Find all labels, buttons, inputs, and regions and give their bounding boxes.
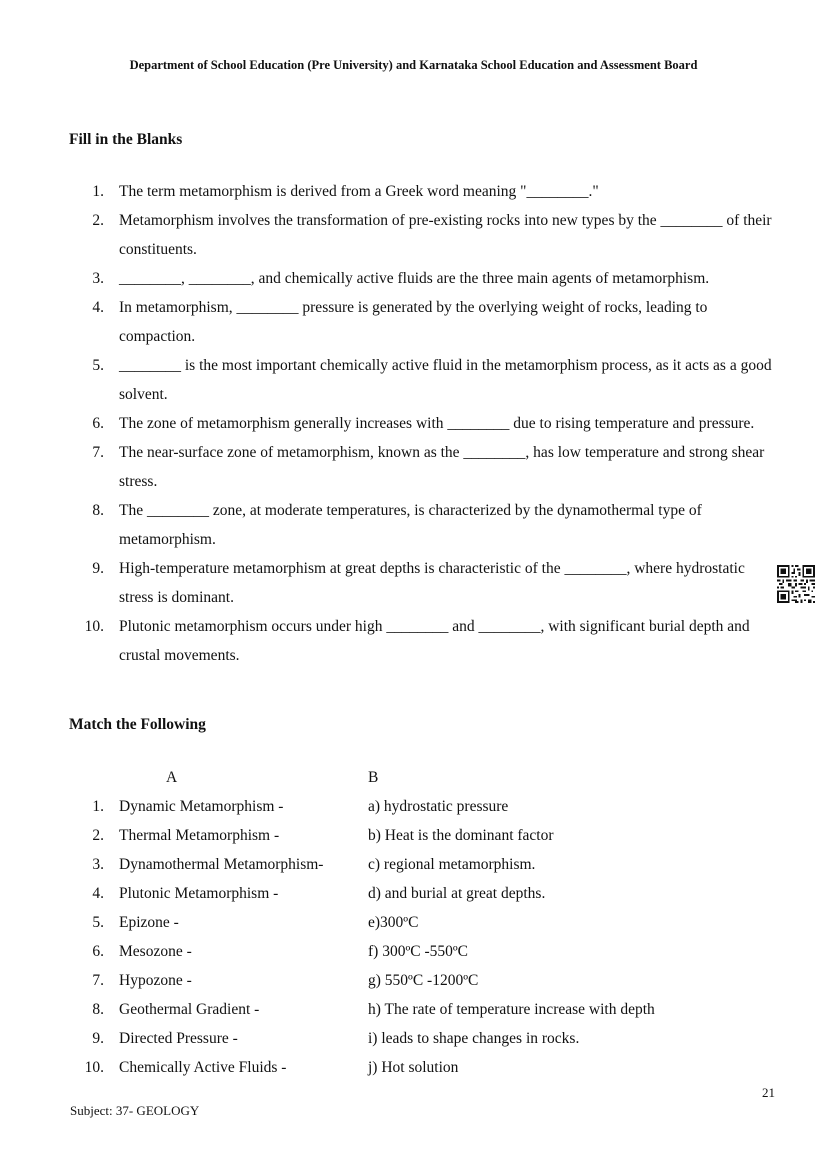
page-header: Department of School Education (Pre University) and Karnataka School Education and Assessment Board (129, 58, 698, 72)
table-row (88, 995, 778, 1024)
row-number: 2. (92, 827, 104, 844)
list-item (84, 612, 778, 670)
qr-code-icon (777, 565, 815, 603)
list-item (88, 177, 778, 206)
page-number: 21 (762, 1085, 775, 1100)
table-row (88, 850, 778, 879)
item-number: 4. (92, 299, 104, 316)
table-row (88, 792, 778, 821)
fill-in-blanks-list (84, 177, 778, 670)
column-b-cell: i) leads to shape changes in rocks. (368, 1030, 580, 1047)
column-a-cell: Dynamothermal Metamorphism- (119, 856, 324, 873)
column-b-cell: c) regional metamorphism. (368, 856, 536, 873)
match-table (84, 763, 778, 1082)
row-number: 1. (92, 798, 104, 815)
row-number: 4. (92, 885, 104, 902)
column-b-cell: h) The rate of temperature increase with depth (368, 1001, 655, 1018)
column-a-cell: Directed Pressure - (119, 1030, 238, 1047)
row-number: 7. (92, 972, 104, 989)
item-number: 1. (92, 183, 104, 200)
column-b-cell: f) 300ºC -550ºC (368, 943, 469, 960)
column-a-cell: Mesozone - (119, 943, 192, 960)
table-row (88, 937, 778, 966)
item-number: 6. (92, 415, 104, 432)
item-number: 3. (92, 270, 104, 287)
list-item (88, 496, 778, 554)
column-b-cell: e)300ºC (368, 914, 419, 931)
column-a-cell: Epizone - (119, 914, 179, 931)
row-number: 10. (84, 1059, 104, 1076)
column-a-cell: Hypozone - (119, 972, 192, 989)
item-text: The ________ zone, at moderate temperatures, is characterized by the dynamothermal type of metamorphism. (119, 502, 702, 548)
list-item (88, 438, 778, 496)
fill-in-blanks-title: Fill in the Blanks (69, 131, 183, 148)
table-row (88, 879, 778, 908)
column-a-cell: Chemically Active Fluids - (119, 1059, 287, 1076)
column-a-cell: Dynamic Metamorphism - (119, 798, 284, 815)
row-number: 6. (92, 943, 104, 960)
item-text: Plutonic metamorphism occurs under high ________ and ________, with significant burial depth and crustal movements. (119, 618, 750, 664)
row-number: 5. (92, 914, 104, 931)
item-text: High-temperature metamorphism at great depths is characteristic of the ________, where hydrostatic stress is dominant. (119, 560, 745, 606)
item-number: 10. (84, 618, 104, 635)
column-b-cell: a) hydrostatic pressure (368, 798, 509, 815)
table-row (88, 821, 778, 850)
item-number: 2. (92, 212, 104, 229)
column-a-cell: Geothermal Gradient - (119, 1001, 260, 1018)
item-text: In metamorphism, ________ pressure is generated by the overlying weight of rocks, leading to compaction. (119, 299, 708, 345)
row-number: 9. (92, 1030, 104, 1047)
item-number: 8. (92, 502, 104, 519)
list-item (88, 206, 778, 264)
column-b-header: B (368, 769, 379, 786)
table-row (84, 1053, 778, 1082)
item-text: Metamorphism involves the transformation of pre-existing rocks into new types by the ________ of their constituents. (119, 212, 772, 258)
table-row (88, 1024, 778, 1053)
table-row (88, 966, 778, 995)
item-text: The term metamorphism is derived from a Greek word meaning "________." (119, 183, 599, 200)
column-b-cell: g) 550ºC -1200ºC (368, 972, 479, 989)
list-item (88, 264, 778, 293)
list-item (88, 293, 778, 351)
row-number: 3. (92, 856, 104, 873)
item-text: ________ is the most important chemically active fluid in the metamorphism process, as it acts as a good solvent. (119, 357, 772, 403)
column-a-header: A (166, 769, 178, 786)
match-header-row (88, 763, 778, 792)
column-a-cell: Plutonic Metamorphism - (119, 885, 279, 902)
column-a-cell: Thermal Metamorphism - (119, 827, 280, 844)
item-text: The zone of metamorphism generally increases with ________ due to rising temperature and pressure. (119, 415, 755, 432)
item-number: 7. (92, 444, 104, 461)
list-item (88, 351, 778, 409)
page-footer: Subject: 37- GEOLOGY (70, 1103, 200, 1118)
item-number: 9. (92, 560, 104, 577)
list-item (88, 409, 778, 438)
list-item (88, 554, 778, 612)
row-number: 8. (92, 1001, 104, 1018)
table-row (88, 908, 778, 937)
column-b-cell: j) Hot solution (368, 1059, 459, 1076)
match-following-title: Match the Following (69, 716, 206, 733)
item-text: ________, ________, and chemically active fluids are the three main agents of metamorphism. (119, 270, 710, 287)
column-b-cell: b) Heat is the dominant factor (368, 827, 554, 844)
column-b-cell: d) and burial at great depths. (368, 885, 546, 902)
item-text: The near-surface zone of metamorphism, known as the ________, has low temperature and strong shear stress. (119, 444, 765, 490)
item-number: 5. (92, 357, 104, 374)
